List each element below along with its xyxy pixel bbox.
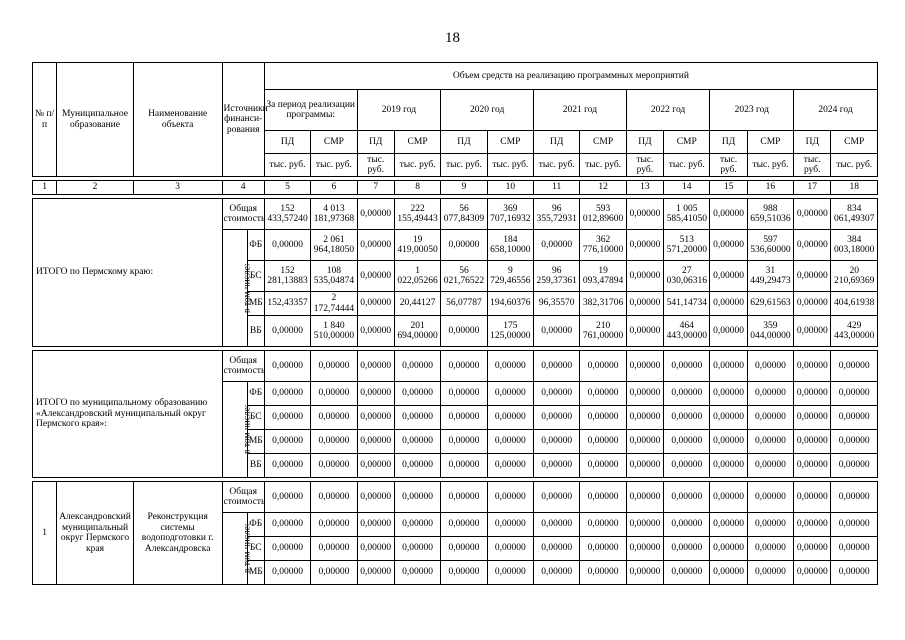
value-cell: 0,00000 [487,351,533,382]
value-cell: 0,00000 [311,406,357,430]
value-cell: 201 694,00000 [394,316,440,347]
value-cell: 0,00000 [626,199,663,230]
value-cell: 0,00000 [710,430,747,454]
value-cell: 0,00000 [264,482,310,513]
column-number: 3 [133,181,222,195]
value-cell: 0,00000 [357,382,394,406]
value-cell: 20 210,69369 [831,261,878,292]
source-label: МБ [247,430,264,454]
value-cell: 0,00000 [264,230,310,261]
column-number: 9 [441,181,487,195]
header-year: 2024 год [794,90,878,131]
header-unit: тыс. руб. [264,154,310,177]
value-cell: 0,00000 [357,430,394,454]
in-total-label [222,230,253,347]
header-pd: ПД [534,131,580,154]
value-cell: 0,00000 [626,261,663,292]
value-cell: 0,00000 [626,430,663,454]
value-cell: 0,00000 [580,482,626,513]
value-cell: 0,00000 [747,406,793,430]
header-num: № п/п [33,63,57,177]
column-number: 12 [580,181,626,195]
value-cell: 0,00000 [534,430,580,454]
column-number: 13 [626,181,663,195]
value-cell: 152,43357 [264,292,310,316]
value-cell: 96,35570 [534,292,580,316]
value-cell: 0,00000 [487,482,533,513]
value-cell: 0,00000 [357,406,394,430]
value-cell: 0,00000 [626,406,663,430]
value-cell: 0,00000 [264,406,310,430]
value-cell: 27 030,06316 [664,261,710,292]
value-cell: 0,00000 [580,454,626,478]
value-cell: 0,00000 [534,351,580,382]
value-cell: 0,00000 [441,316,487,347]
value-cell: 0,00000 [357,513,394,537]
value-cell: 175 125,00000 [487,316,533,347]
value-cell: 0,00000 [580,382,626,406]
header-pd: ПД [264,131,310,154]
header-smr: СМР [664,131,710,154]
value-cell: 0,00000 [831,482,878,513]
value-cell: 0,00000 [357,351,394,382]
column-number: 7 [357,181,394,195]
value-cell: 0,00000 [747,382,793,406]
value-cell: 0,00000 [441,382,487,406]
in-total-label [222,513,253,585]
value-cell: 0,00000 [394,482,440,513]
header-year: 2019 год [357,90,441,131]
value-cell: 0,00000 [710,513,747,537]
value-cell: 0,00000 [710,199,747,230]
column-number: 11 [534,181,580,195]
value-cell: 0,00000 [441,561,487,585]
header-unit: тыс. руб. [747,154,793,177]
value-cell: 1 840 510,00000 [311,316,357,347]
value-cell: 464 443,00000 [664,316,710,347]
value-cell: 0,00000 [794,230,831,261]
value-cell: 0,00000 [710,316,747,347]
value-cell: 0,00000 [794,513,831,537]
value-cell: 0,00000 [534,537,580,561]
header-period-total: За период реализации программы: [264,90,357,131]
header-smr: СМР [487,131,533,154]
header-smr: СМР [394,131,440,154]
source-label: Общая стоимость [222,199,264,230]
value-cell: 384 003,18000 [831,230,878,261]
value-cell: 0,00000 [441,430,487,454]
header-year: 2021 год [534,90,627,131]
value-cell: 19 093,47894 [580,261,626,292]
value-cell: 0,00000 [664,351,710,382]
value-cell: 0,00000 [794,316,831,347]
value-cell: 0,00000 [580,513,626,537]
value-cell: 0,00000 [534,382,580,406]
source-label: МБ [247,292,264,316]
object-name: Реконструкция системы водоподготовки г. Александровска [133,482,222,585]
value-cell: 0,00000 [831,430,878,454]
value-cell: 0,00000 [626,482,663,513]
value-cell: 0,00000 [311,351,357,382]
value-cell: 0,00000 [487,513,533,537]
value-cell: 9 729,46556 [487,261,533,292]
value-cell: 0,00000 [394,454,440,478]
value-cell: 0,00000 [831,454,878,478]
value-cell: 834 061,49307 [831,199,878,230]
header-year: 2022 год [626,90,710,131]
row-number: 1 [33,482,57,585]
header-volume-title: Объем средств на реализацию программных мероприятий [264,63,877,90]
value-cell: 0,00000 [394,351,440,382]
value-cell: 0,00000 [357,537,394,561]
page-number: 18 [445,30,460,46]
header-pd: ПД [794,131,831,154]
header-smr: СМР [311,131,357,154]
column-number: 5 [264,181,310,195]
value-cell: 0,00000 [747,482,793,513]
value-cell: 0,00000 [487,406,533,430]
value-cell: 2 172,74444 [311,292,357,316]
value-cell: 0,00000 [357,261,394,292]
header-unit: тыс. руб. [626,154,663,177]
header-sources: Источники финанси-рования [222,63,264,177]
value-cell: 359 044,00000 [747,316,793,347]
header-municipality: Муниципальное образование [57,63,134,177]
in-total-text: в том числе: [242,263,253,313]
column-number: 1 [33,181,57,195]
value-cell: 0,00000 [534,454,580,478]
value-cell: 0,00000 [311,561,357,585]
value-cell: 0,00000 [710,482,747,513]
header-unit: тыс. руб. [664,154,710,177]
value-cell: 0,00000 [580,561,626,585]
value-cell: 0,00000 [357,454,394,478]
source-label: Общая стоимость [222,351,264,382]
value-cell: 0,00000 [311,537,357,561]
header-object-name: Наименование объекта [133,63,222,177]
header-year: 2023 год [710,90,794,131]
value-cell: 0,00000 [747,430,793,454]
value-cell: 0,00000 [487,561,533,585]
header-unit: тыс. руб. [831,154,878,177]
value-cell: 0,00000 [580,351,626,382]
value-cell: 0,00000 [831,382,878,406]
value-cell: 0,00000 [357,316,394,347]
value-cell: 0,00000 [747,454,793,478]
in-total-text: в том числе: [242,404,253,455]
value-cell: 0,00000 [394,430,440,454]
value-cell: 210 761,00000 [580,316,626,347]
value-cell: 0,00000 [264,430,310,454]
column-number: 6 [311,181,357,195]
table-row [33,351,878,382]
value-cell: 0,00000 [794,561,831,585]
value-cell: 0,00000 [311,482,357,513]
column-number: 15 [710,181,747,195]
value-cell: 0,00000 [357,482,394,513]
value-cell: 56 021,76522 [441,261,487,292]
value-cell: 0,00000 [831,561,878,585]
value-cell: 0,00000 [626,316,663,347]
table-row [33,199,878,230]
value-cell: 0,00000 [794,351,831,382]
value-cell: 0,00000 [394,406,440,430]
source-label: ВБ [247,454,264,478]
value-cell: 19 419,00050 [394,230,440,261]
value-cell: 0,00000 [626,382,663,406]
value-cell: 0,00000 [394,382,440,406]
value-cell: 0,00000 [311,513,357,537]
value-cell: 0,00000 [626,513,663,537]
header-year: 2020 год [441,90,534,131]
header-unit: тыс. руб. [394,154,440,177]
section-title: ИТОГО по Пермскому краю: [33,199,223,347]
source-label: ФБ [247,230,264,261]
value-cell: 0,00000 [264,454,310,478]
value-cell: 0,00000 [487,430,533,454]
value-cell: 0,00000 [626,561,663,585]
value-cell: 0,00000 [357,561,394,585]
value-cell: 0,00000 [580,406,626,430]
value-cell: 0,00000 [441,454,487,478]
source-label: БС [247,261,264,292]
value-cell: 0,00000 [441,230,487,261]
value-cell: 0,00000 [710,382,747,406]
value-cell: 404,61938 [831,292,878,316]
column-number: 18 [831,181,878,195]
in-total-text: в том числе: [242,523,253,574]
value-cell: 0,00000 [794,261,831,292]
value-cell: 0,00000 [710,454,747,478]
header-pd: ПД [710,131,747,154]
value-cell: 0,00000 [394,513,440,537]
value-cell: 0,00000 [710,561,747,585]
value-cell: 0,00000 [626,230,663,261]
value-cell: 0,00000 [264,382,310,406]
header-unit: тыс. руб. [487,154,533,177]
value-cell: 629,61563 [747,292,793,316]
value-cell: 0,00000 [664,382,710,406]
value-cell: 0,00000 [487,454,533,478]
value-cell: 1 005 585,41050 [664,199,710,230]
header-smr: СМР [831,131,878,154]
value-cell: 96 259,37361 [534,261,580,292]
value-cell: 0,00000 [664,454,710,478]
value-cell: 0,00000 [794,537,831,561]
value-cell: 0,00000 [626,454,663,478]
value-cell: 0,00000 [626,292,663,316]
source-label: МБ [247,561,264,585]
value-cell: 0,00000 [747,561,793,585]
value-cell: 0,00000 [664,561,710,585]
value-cell: 152 433,57240 [264,199,310,230]
value-cell: 222 155,49443 [394,199,440,230]
value-cell: 31 449,29473 [747,261,793,292]
value-cell: 0,00000 [441,351,487,382]
value-cell: 152 281,13883 [264,261,310,292]
header-unit: тыс. руб. [580,154,626,177]
header-unit: тыс. руб. [357,154,394,177]
column-number: 17 [794,181,831,195]
value-cell: 0,00000 [831,513,878,537]
table-row [33,482,878,513]
value-cell: 0,00000 [794,199,831,230]
value-cell: 0,00000 [747,537,793,561]
value-cell: 0,00000 [441,513,487,537]
value-cell: 0,00000 [831,537,878,561]
value-cell: 0,00000 [311,430,357,454]
value-cell: 56 077,84309 [441,199,487,230]
value-cell: 96 355,72931 [534,199,580,230]
value-cell: 0,00000 [794,406,831,430]
source-label: БС [247,406,264,430]
value-cell: 429 443,00000 [831,316,878,347]
source-label: БС [247,537,264,561]
value-cell: 0,00000 [710,292,747,316]
column-number: 10 [487,181,533,195]
header-unit: тыс. руб. [794,154,831,177]
header-smr: СМР [747,131,793,154]
value-cell: 0,00000 [357,292,394,316]
value-cell: 0,00000 [357,199,394,230]
header-unit: тыс. руб. [534,154,580,177]
header-pd: ПД [441,131,487,154]
value-cell: 108 535,04874 [311,261,357,292]
column-number: 4 [222,181,264,195]
value-cell: 0,00000 [747,513,793,537]
value-cell: 593 012,89600 [580,199,626,230]
value-cell: 0,00000 [357,230,394,261]
value-cell: 0,00000 [487,382,533,406]
value-cell: 0,00000 [831,406,878,430]
value-cell: 56,07787 [441,292,487,316]
value-cell: 0,00000 [264,513,310,537]
value-cell: 0,00000 [441,482,487,513]
value-cell: 0,00000 [794,382,831,406]
column-number: 8 [394,181,440,195]
value-cell: 0,00000 [264,316,310,347]
source-label: Общая стоимость [222,482,264,513]
value-cell: 0,00000 [311,454,357,478]
value-cell: 184 658,10000 [487,230,533,261]
value-cell: 513 571,20000 [664,230,710,261]
value-cell: 0,00000 [710,406,747,430]
source-label: ФБ [247,513,264,537]
value-cell: 0,00000 [710,351,747,382]
value-cell: 988 659,51036 [747,199,793,230]
value-cell: 541,14734 [664,292,710,316]
value-cell: 369 707,16932 [487,199,533,230]
value-cell: 0,00000 [710,261,747,292]
header-pd: ПД [626,131,663,154]
value-cell: 0,00000 [664,406,710,430]
value-cell: 0,00000 [710,230,747,261]
value-cell: 0,00000 [534,230,580,261]
column-number: 2 [57,181,134,195]
value-cell: 597 536,60000 [747,230,793,261]
value-cell: 0,00000 [394,561,440,585]
program-funding-table [32,62,878,585]
value-cell: 0,00000 [831,351,878,382]
value-cell: 0,00000 [311,382,357,406]
value-cell: 0,00000 [264,537,310,561]
value-cell: 0,00000 [534,482,580,513]
value-cell: 0,00000 [794,454,831,478]
value-cell: 0,00000 [264,561,310,585]
value-cell: 0,00000 [394,537,440,561]
in-total-label [222,382,253,478]
value-cell: 0,00000 [794,430,831,454]
municipality-name: Александровский муниципальный округ Пермского края [57,482,134,585]
header-unit: тыс. руб. [441,154,487,177]
value-cell: 0,00000 [441,537,487,561]
header-smr: СМР [580,131,626,154]
value-cell: 362 776,10000 [580,230,626,261]
value-cell: 0,00000 [626,351,663,382]
value-cell: 0,00000 [747,351,793,382]
value-cell: 0,00000 [487,537,533,561]
value-cell: 0,00000 [441,406,487,430]
source-label: ВБ [247,316,264,347]
section-title: ИТОГО по муниципальному образованию «Александровский муниципальный округ Пермского края»: [33,351,223,478]
value-cell: 194,60376 [487,292,533,316]
value-cell: 2 061 964,18050 [311,230,357,261]
value-cell: 0,00000 [534,513,580,537]
value-cell: 4 013 181,97368 [311,199,357,230]
value-cell: 0,00000 [580,537,626,561]
value-cell: 0,00000 [580,430,626,454]
value-cell: 0,00000 [534,561,580,585]
value-cell: 1 022,05266 [394,261,440,292]
value-cell: 382,31706 [580,292,626,316]
value-cell: 0,00000 [664,430,710,454]
value-cell: 0,00000 [664,537,710,561]
column-number: 16 [747,181,793,195]
value-cell: 0,00000 [264,351,310,382]
header-unit: тыс. руб. [710,154,747,177]
value-cell: 0,00000 [794,482,831,513]
header-unit: тыс. руб. [311,154,357,177]
value-cell: 0,00000 [664,513,710,537]
value-cell: 0,00000 [710,537,747,561]
value-cell: 20,44127 [394,292,440,316]
source-label: ФБ [247,382,264,406]
value-cell: 0,00000 [794,292,831,316]
value-cell: 0,00000 [534,406,580,430]
value-cell: 0,00000 [664,482,710,513]
value-cell: 0,00000 [626,537,663,561]
column-number: 14 [664,181,710,195]
header-pd: ПД [357,131,394,154]
value-cell: 0,00000 [534,316,580,347]
